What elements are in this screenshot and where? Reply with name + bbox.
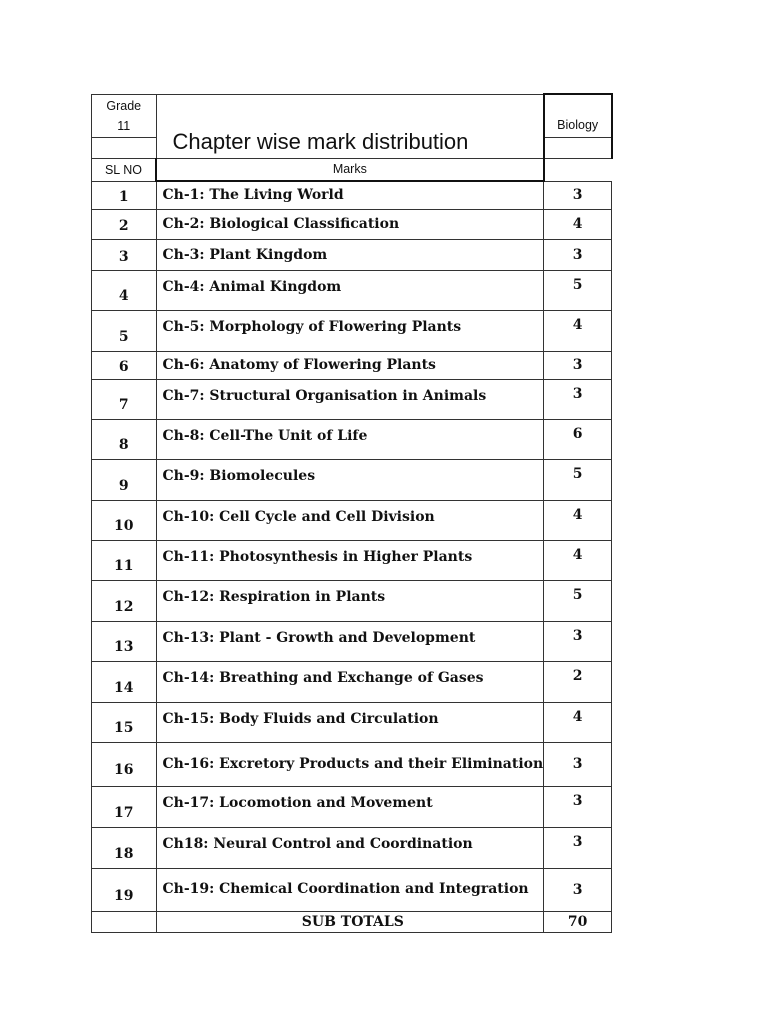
table-row <box>92 459 612 500</box>
sl-no: 3 <box>118 248 129 265</box>
totals-label: SUB TOTALS <box>156 911 544 932</box>
table-row <box>92 351 612 379</box>
sl-no-cell <box>92 181 157 209</box>
marks-value: 4 <box>544 540 612 580</box>
table-row <box>92 540 612 580</box>
sl-no: 4 <box>118 288 129 304</box>
sl-no-cell <box>92 786 157 827</box>
sl-no: 12 <box>114 598 134 615</box>
chapter-name: Ch-10: Cell Cycle and Cell Division <box>156 500 544 540</box>
sl-no: 5 <box>118 328 129 345</box>
table-row <box>92 702 612 742</box>
chapter-name: Ch-15: Body Fluids and Circulation <box>156 702 544 742</box>
grade-value: 11 <box>117 118 131 133</box>
chapter-name: Ch-7: Structural Organisation in Animals <box>156 379 544 419</box>
sl-no-cell <box>92 459 157 500</box>
chapter-name: Ch-2: Biological Classification <box>156 209 544 239</box>
marks-value: 5 <box>544 580 612 621</box>
chapter-name: Ch-19: Chemical Coordination and Integration <box>156 868 544 911</box>
sl-no: 15 <box>114 720 134 736</box>
sl-no-cell <box>92 209 157 239</box>
chapter-name: Ch-5: Morphology of Flowering Plants <box>156 310 544 351</box>
table-row <box>92 239 612 270</box>
marks-value: 6 <box>544 419 612 459</box>
blank-cell <box>92 911 157 932</box>
sl-no-cell <box>92 270 157 310</box>
sl-no: 9 <box>118 477 129 494</box>
table-row <box>92 419 612 459</box>
marks-value: 3 <box>544 351 612 379</box>
chapter-name: Ch-8: Cell-The Unit of Life <box>156 419 544 459</box>
table-row <box>92 270 612 310</box>
grade-label: Grade <box>106 98 142 113</box>
marks-value: 4 <box>544 500 612 540</box>
blank-cell <box>544 137 612 158</box>
marks-value: 3 <box>544 239 612 270</box>
chapter-name: Ch-1: The Living World <box>156 181 544 209</box>
marks-table <box>91 93 613 933</box>
chapter-name: Ch-14: Breathing and Exchange of Gases <box>156 661 544 702</box>
chapter-name: Ch-16: Excretory Products and their Elimination <box>156 742 544 786</box>
sl-no: 13 <box>114 639 134 655</box>
marks-value: 4 <box>544 702 612 742</box>
table-row <box>92 181 612 209</box>
chapter-name: Ch-6: Anatomy of Flowering Plants <box>156 351 544 379</box>
marks-header <box>156 158 544 181</box>
sl-no: 19 <box>114 887 134 904</box>
sl-no-header <box>92 158 157 181</box>
sl-no-cell <box>92 580 157 621</box>
sl-no-label: SL NO <box>104 162 143 177</box>
chapter-rows <box>92 181 612 911</box>
marks-value: 3 <box>544 621 612 661</box>
marks-value: 2 <box>544 661 612 702</box>
totals-value: 70 <box>544 911 612 932</box>
marks-label: Marks <box>332 162 367 177</box>
sl-no-cell <box>92 239 157 270</box>
blank-cell <box>92 137 157 158</box>
marks-value: 3 <box>544 742 612 786</box>
sl-no-cell <box>92 419 157 459</box>
sl-no: 16 <box>114 762 134 778</box>
sl-no: 10 <box>114 518 134 534</box>
table-row <box>92 580 612 621</box>
sl-no-cell <box>92 621 157 661</box>
sl-no-cell <box>92 827 157 868</box>
totals-row <box>92 911 612 932</box>
marks-value: 3 <box>544 181 612 209</box>
marks-value: 4 <box>544 209 612 239</box>
chapter-name: Ch-13: Plant - Growth and Development <box>156 621 544 661</box>
marks-value: 3 <box>544 827 612 868</box>
table-row <box>92 379 612 419</box>
table-row <box>92 310 612 351</box>
table-row <box>92 209 612 239</box>
page-title: Chapter wise mark distribution <box>172 128 469 154</box>
sl-no-cell <box>92 742 157 786</box>
sl-no-cell <box>92 351 157 379</box>
marks-value: 4 <box>544 310 612 351</box>
sl-no-cell <box>92 702 157 742</box>
sl-no: 6 <box>118 359 129 375</box>
sl-no: 1 <box>118 189 129 205</box>
table-row <box>92 661 612 702</box>
table-row <box>92 868 612 911</box>
marks-value: 3 <box>544 786 612 827</box>
subject-label: Biology <box>557 117 599 132</box>
sl-no: 7 <box>118 397 129 413</box>
marks-value: 3 <box>544 379 612 419</box>
sl-no-cell <box>92 661 157 702</box>
chapter-name: Ch-11: Photosynthesis in Higher Plants <box>156 540 544 580</box>
sl-no-cell <box>92 500 157 540</box>
table-row <box>92 621 612 661</box>
sl-no-cell <box>92 310 157 351</box>
sl-no-cell <box>92 868 157 911</box>
chapter-name: Ch-17: Locomotion and Movement <box>156 786 544 827</box>
grade-cell <box>92 94 157 137</box>
chapter-name: Ch-12: Respiration in Plants <box>156 580 544 621</box>
sl-no: 14 <box>114 679 134 696</box>
sl-no: 8 <box>118 437 129 453</box>
marks-value: 3 <box>544 868 612 911</box>
sl-no: 17 <box>114 804 134 821</box>
subject-cell <box>544 94 612 137</box>
marks-value: 5 <box>544 270 612 310</box>
table-row <box>92 742 612 786</box>
table-row <box>92 786 612 827</box>
chapter-name: Ch-4: Animal Kingdom <box>156 270 544 310</box>
page-title-cell <box>156 94 544 158</box>
sl-no: 18 <box>114 845 134 862</box>
table-row <box>92 500 612 540</box>
chapter-name: Ch-3: Plant Kingdom <box>156 239 544 270</box>
chapter-name: Ch-9: Biomolecules <box>156 459 544 500</box>
sl-no-cell <box>92 540 157 580</box>
sl-no-cell <box>92 379 157 419</box>
sl-no: 11 <box>114 558 134 574</box>
sl-no: 2 <box>118 218 129 234</box>
table-row <box>92 827 612 868</box>
marks-value: 5 <box>544 459 612 500</box>
chapter-name: Ch18: Neural Control and Coordination <box>156 827 544 868</box>
